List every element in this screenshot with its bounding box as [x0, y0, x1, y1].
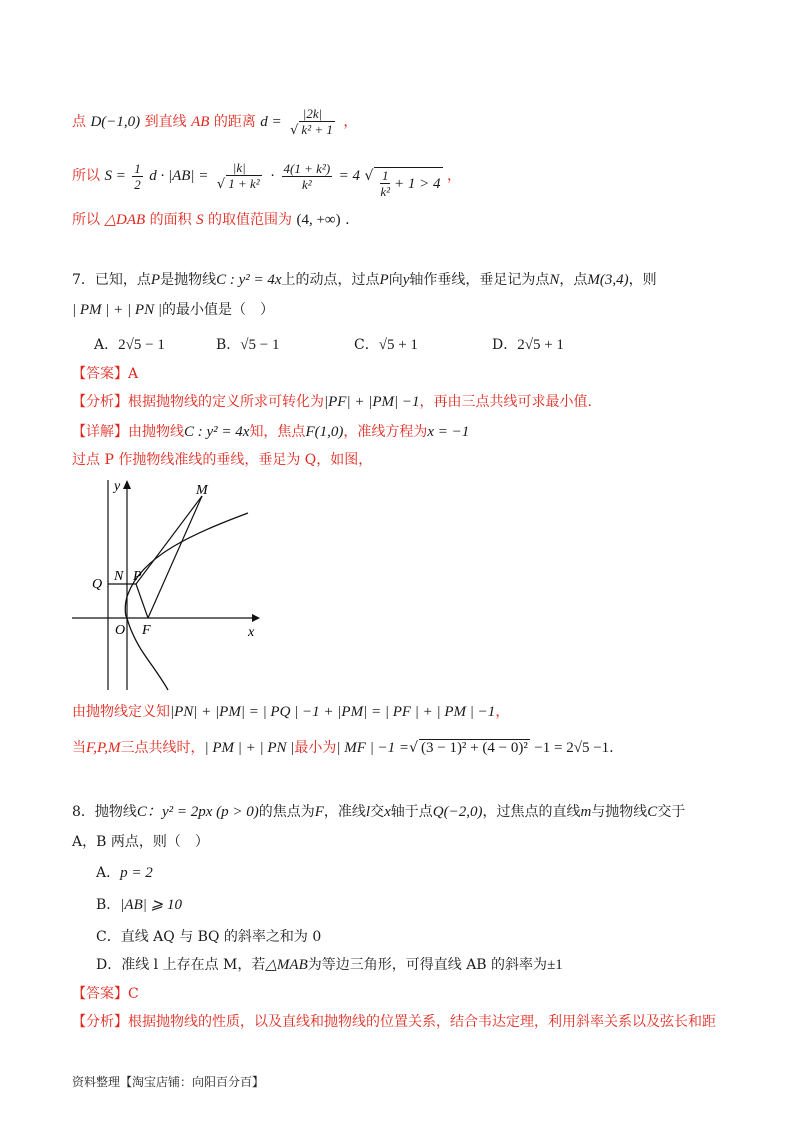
text: 交: [370, 804, 385, 820]
fraction-num: |2k|: [302, 106, 323, 121]
label-o: O: [115, 623, 126, 638]
label-x: x: [248, 625, 255, 640]
analysis-tag: 【分析】: [72, 394, 128, 410]
fraction-den: k²: [302, 176, 312, 192]
q8-option-b[interactable]: [96, 894, 182, 914]
option-value: √5 − 1: [240, 337, 280, 353]
q7-collinear: 当F,P,M三点共线时，| PM | + | PN |最小为| MF | −1 =√ (3 − 1)² + (4 − 0)² −1 = 2√5 −1.: [72, 740, 614, 756]
points: F,P,M: [86, 740, 121, 756]
parabola-curve: [125, 513, 248, 690]
q8-answer: [72, 984, 139, 1004]
point-m: M(3,4): [587, 272, 629, 288]
text: 最小为: [294, 740, 337, 756]
q7-analysis: [72, 392, 592, 412]
text: 是抛物线: [160, 272, 217, 288]
option-value: 2√5 − 1: [118, 337, 165, 353]
analysis-tag: 【分析】: [72, 1014, 128, 1030]
label-n: N: [114, 569, 124, 584]
point-p: P: [379, 272, 389, 288]
text: 的焦点为: [258, 804, 315, 820]
option-value: √5 + 1: [378, 337, 418, 353]
text: ，过焦点的直线: [482, 804, 581, 820]
point-p: P: [150, 272, 161, 288]
fraction-num: |k|: [232, 160, 246, 175]
expression: | PM | + | PN |: [72, 302, 162, 318]
q7-answer: [72, 364, 138, 384]
q7-option-b[interactable]: [216, 334, 280, 354]
answer-tag: 【答案】: [72, 986, 128, 1002]
sqrt-body: 1 + k²: [228, 176, 260, 191]
point-d: D(−1,0): [90, 114, 141, 130]
answer-tag: 【答案】: [72, 366, 128, 382]
curve-eq: C : y² = 4x: [184, 424, 250, 440]
q7-stem-line2: [72, 300, 274, 320]
text: 向: [388, 272, 403, 288]
fraction-den: √ 1 + k²: [216, 176, 260, 192]
text: ，: [446, 168, 461, 184]
text: 7．已知，点: [72, 272, 151, 288]
y-axis-arrow-icon: [123, 480, 131, 489]
text: 根据抛物线的性质，以及直线和抛物线的位置关系，结合韦达定理，利用斜率关系以及弦长和距: [128, 1014, 716, 1030]
text: ，再由三点共线可求最小值.: [419, 394, 592, 410]
expression: | PM | + | PN |: [204, 740, 295, 756]
answer-value: C: [128, 986, 139, 1002]
x-axis-arrow-icon: [252, 614, 260, 622]
point-f: F: [314, 804, 324, 820]
text: 交于: [657, 804, 686, 820]
text: 知，焦点: [249, 424, 306, 440]
q8-stem-line2: [72, 832, 209, 852]
sqrt-root: [374, 167, 442, 199]
option-text: C．直线 AQ 与 BQ 的斜率之和为 0: [96, 929, 322, 945]
label-f: F: [142, 623, 151, 638]
text: 与抛物线: [591, 804, 648, 820]
text: 由抛物线: [128, 424, 184, 440]
text: ，准线方程为: [343, 424, 428, 440]
curve-c: C: [647, 804, 658, 820]
variable-s: S: [196, 212, 204, 228]
option-value: 2√5 + 1: [517, 337, 564, 353]
text: 到直线: [144, 114, 187, 130]
text: 所以: [72, 168, 100, 184]
label-q: Q: [92, 577, 103, 592]
text: 轴于点: [390, 804, 433, 820]
text: ，点: [559, 272, 588, 288]
fraction-distance: [288, 106, 337, 138]
expression: | MF | −1 =: [336, 740, 410, 756]
curve-c: C：: [136, 804, 162, 820]
text: ，: [343, 114, 358, 130]
text: 的取值范围为: [208, 212, 293, 228]
fraction-num: 1: [134, 160, 141, 176]
fraction-den: √ k² + 1: [290, 122, 333, 138]
option-label: A．: [96, 865, 121, 881]
text: 过点 P 作抛物线准线的垂线，垂足为 Q，如图，: [72, 452, 373, 468]
segment-pf: [136, 584, 148, 618]
fraction-half: [132, 161, 143, 192]
sqrt-body: (3 − 1)² + (4 − 0)²: [420, 740, 528, 756]
option-text: 为等边三角形，可得直线 AB 的斜率为: [307, 957, 548, 973]
q8-option-a[interactable]: [96, 862, 153, 882]
text: .: [345, 212, 350, 228]
text: 的距离: [213, 114, 256, 130]
expression: −1 = 2√5 −1: [534, 740, 610, 756]
text: .: [609, 740, 614, 756]
q7-option-c[interactable]: [354, 334, 418, 354]
q8-analysis: [72, 1012, 716, 1032]
range: (4, +∞): [296, 212, 341, 228]
option-text: D．准线 l 上存在点 M，若: [96, 957, 266, 973]
option-label: C．: [354, 337, 379, 353]
parabola-figure: [72, 476, 272, 696]
expression: |PN| + |PM| = | PQ | −1 + |PM| = | PF | + | PM | −1: [170, 704, 496, 720]
line-l: l: [365, 804, 371, 820]
text: 由抛物线定义知: [72, 704, 170, 720]
q8-option-d[interactable]: [96, 954, 563, 974]
fraction-num: 1: [381, 168, 389, 183]
fraction-num: 4(1 + k²): [283, 160, 331, 176]
sqrt-body: k² + 1: [301, 122, 333, 137]
point-n: N: [549, 272, 560, 288]
directrix: x = −1: [427, 424, 470, 440]
axis-y: y: [402, 272, 410, 288]
text: 轴作垂线，垂足记为点: [409, 272, 550, 288]
point-f: F(1,0): [305, 424, 344, 440]
q7-stem-line1: [72, 270, 657, 290]
point-q: Q(−2,0): [432, 804, 483, 820]
curve-eq: y² = 2px (p > 0): [161, 804, 259, 820]
formula: d · |AB| =: [149, 168, 209, 184]
fraction-ab: [282, 161, 333, 192]
text: 三点共线时，: [120, 740, 205, 756]
triangle-mab: △MAB: [265, 957, 308, 973]
text: A，B 两点，则（ ）: [72, 834, 209, 850]
q7-definition: [72, 702, 509, 722]
text: 8．抛物线: [72, 804, 137, 820]
curve-eq: C : y² = 4x: [216, 272, 282, 288]
s6-line-distance: [72, 106, 357, 138]
q7-detail: [72, 422, 469, 442]
s6-line-area: 所以 S = $\frac{1}{2}$ d · |AB| = $\frac{|k|}{\text{√ 1 + k²}}$ · $\frac{\text{4(1 + k²)}}{\text{k²}}$ = 4 √ $\frac{1}{\text{k²}}$ + 1 > 4 ，: [72, 160, 461, 199]
text: 上的动点，过点: [281, 272, 380, 288]
q7-perpendicular: [72, 450, 372, 470]
text: 当: [72, 740, 86, 756]
q7-option-a[interactable]: [94, 334, 165, 354]
option-label: A．: [94, 337, 119, 353]
option-value: p = 2: [120, 865, 153, 881]
label-m: M: [196, 483, 208, 498]
text: ，: [495, 704, 510, 720]
q8-option-c[interactable]: [96, 926, 321, 946]
fraction-root: [378, 168, 392, 199]
fraction-den: 2: [134, 176, 141, 192]
formula: + 1 > 4: [394, 175, 441, 192]
triangle-dab: △DAB: [104, 212, 146, 228]
expression: |PF| + |PM| −1: [324, 394, 420, 410]
option-label: B．: [216, 337, 241, 353]
label-y: y: [114, 479, 121, 494]
option-value: |AB| ⩾ 10: [120, 897, 182, 913]
answer-value: A: [128, 366, 139, 382]
text: ，则: [628, 272, 657, 288]
s6-line-range: [72, 210, 350, 230]
text: 根据抛物线的定义所求可转化为: [128, 394, 324, 410]
option-label: B．: [96, 897, 121, 913]
formula: S =: [104, 168, 126, 184]
slope-value: ±1: [547, 957, 563, 973]
page-footer: 资料整理【淘宝店铺：向阳百分百】: [72, 1075, 265, 1089]
formula: = 4: [338, 168, 360, 184]
fraction-k: [215, 160, 264, 192]
q7-option-d[interactable]: [492, 334, 564, 354]
label-p: P: [133, 569, 142, 584]
formula-d: d =: [260, 114, 282, 130]
text: 所以: [72, 212, 100, 228]
detail-tag: 【详解】: [72, 424, 128, 440]
text: 点: [72, 114, 86, 130]
line-ab: AB: [191, 114, 210, 130]
text: ，准线: [323, 804, 366, 820]
text: 的最小值是（ ）: [161, 302, 274, 318]
q8-stem-line1: [72, 802, 685, 822]
axis-x: x: [384, 804, 391, 820]
line-m: m: [580, 804, 592, 820]
fraction-den: k²: [380, 184, 391, 199]
option-label: D．: [492, 337, 518, 353]
text: 的面积: [149, 212, 192, 228]
